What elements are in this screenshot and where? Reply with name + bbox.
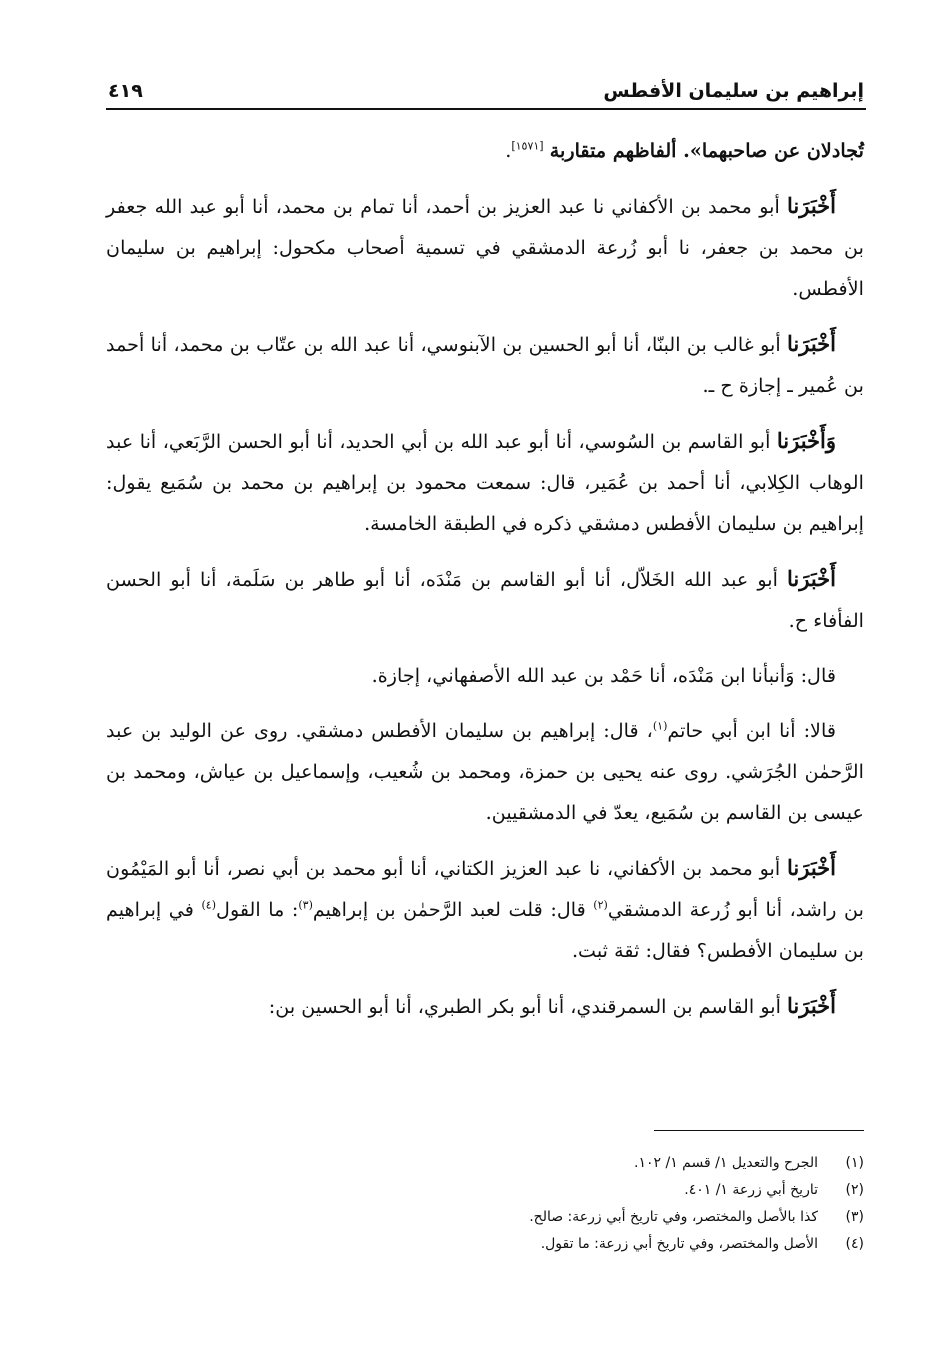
- paragraph-text: تُجادلان عن صاحبهما». ألفاظهم متقاربة: [549, 139, 864, 162]
- paragraph-isnad: [106, 420, 864, 544]
- footnotes-list: [106, 1150, 864, 1258]
- footnote-item: [106, 1177, 864, 1204]
- paragraph-text: قالا: أنا ابن أبي حاتم: [667, 719, 836, 742]
- paragraph-text: أبو القاسم بن السمرقندي، أنا أبو بكر الطبري، أنا أبو الحسين بن:: [268, 995, 781, 1018]
- running-header: [108, 66, 864, 102]
- footnote-text: تاريخ أبي زرعة ١/ ٤٠١.: [684, 1182, 818, 1198]
- paragraph-isnad: [106, 558, 864, 641]
- paragraph-text: قال: قلت لعبد الرَّحمٰن بن إبراهيم: [312, 898, 594, 921]
- paragraph-isnad: [106, 847, 864, 971]
- transmission-term: وَأَخْبَرَنا: [776, 428, 837, 453]
- footnote-marker: (٣): [298, 898, 313, 912]
- paragraph-isnad: [106, 985, 864, 1027]
- paragraph-isnad: [106, 185, 864, 309]
- transmission-term: أَخْبَرَنا: [787, 566, 836, 591]
- paragraph-tail: .: [505, 139, 512, 162]
- footnote-text: الجرح والتعديل ١/ قسم ١/ ١٠٢.: [634, 1155, 818, 1171]
- footnote-text: كذا بالأصل والمختصر، وفي تاريخ أبي زرعة: صالح.: [529, 1209, 818, 1225]
- paragraph-text: أبو القاسم بن السُوسي، أنا أبو عبد الله بن أبي الحديد، أنا أبو الحسن الرَّبَعي، أنا عبد الوهاب الكِلابي، أنا أحمد بن عُمَير، قال: سمعت محمود بن إبراهيم بن محمد بن سُمَيع يقول: إبراهيم بن سليمان الأفطس دمشقي ذكره في الطبقة الخامسة.: [106, 430, 864, 535]
- paragraph-text: أبو محمد بن الأكفاني نا عبد العزيز بن أحمد، أنا تمام بن محمد، أنا أبو عبد الله جعفر بن محمد بن جعفر، نا أبو زُرعة الدمشقي في تسمية أصحاب مكحول: إبراهيم بن سليمان الأفطس.: [106, 195, 864, 300]
- footnote-item: [106, 1231, 864, 1258]
- footnote-marker: (٢): [593, 898, 608, 912]
- footnote-number: (٣): [845, 1209, 864, 1225]
- paragraph-text: ، قال: إبراهيم بن سليمان الأفطس دمشقي. روى عن الوليد بن عبد الرَّحمٰن الجُرَشي. روى عنه يحيى بن حمزة، ومحمد بن شُعيب، وإسماعيل بن عياش، ومحمد بن عيسى بن القاسم بن سُمَيع، يعدّ في الدمشقيين.: [106, 719, 864, 824]
- paragraph-text: : ما القول: [216, 898, 299, 921]
- footnote-marker: (١): [652, 719, 668, 733]
- footnote-rule: [654, 1130, 864, 1131]
- paragraph-isnad: [106, 655, 864, 696]
- paragraph-isnad: [106, 323, 864, 406]
- page-number: ٤١٩: [108, 80, 143, 102]
- footnote-item: [106, 1204, 864, 1231]
- footnote-marker: (٤): [201, 898, 216, 912]
- footnote-text: الأصل والمختصر، وفي تاريخ أبي زرعة: ما تقول.: [540, 1236, 818, 1252]
- transmission-term: أَخْبَرَنا: [787, 855, 836, 880]
- footnote-number: (٢): [845, 1182, 864, 1198]
- running-title: إبراهيم بن سليمان الأفطس: [603, 80, 864, 102]
- header-rule: [106, 108, 866, 110]
- paragraph-text: أبو عبد الله الخَلاّل، أنا أبو القاسم بن مَنْدَه، أنا أبو طاهر بن سَلَمة، أنا أبو الحسن الفأفاء ح.: [106, 568, 864, 632]
- main-text: [106, 130, 864, 1041]
- paragraph-report: [106, 710, 864, 833]
- paragraph-text: أبو محمد بن الأكفاني، نا عبد العزيز الكتاني، أنا أبو محمد بن أبي نصر، أنا أبو المَيْمُون بن راشد، أنا أبو زُرعة الدمشقي: [106, 857, 865, 921]
- paragraph-text: أبو غالب بن البنّا، أنا أبو الحسين بن الآبنوسي، أنا عبد الله بن عتّاب بن محمد، أنا أحمد بن عُمير ـ إجازة ح ـ.: [106, 333, 864, 397]
- footnote-number: (٤): [845, 1236, 864, 1252]
- transmission-term: أَخْبَرَنا: [787, 193, 836, 218]
- paragraph-continuation: [106, 130, 864, 171]
- footnote-number: (١): [845, 1155, 864, 1171]
- transmission-term: أَخْبَرَنا: [787, 993, 836, 1018]
- transmission-term: أَخْبَرَنا: [787, 331, 836, 356]
- paragraph-text: في إبراهيم بن سليمان الأفطس؟ فقال: ثقة ثبت.: [106, 898, 864, 962]
- paragraph-text: قال: وَأنبأنا ابن مَنْدَه، أنا حَمْد بن عبد الله الأصفهاني، إجازة.: [371, 664, 836, 687]
- bracket-reference: [١٥٧١]: [511, 139, 544, 153]
- footnote-item: [106, 1150, 864, 1177]
